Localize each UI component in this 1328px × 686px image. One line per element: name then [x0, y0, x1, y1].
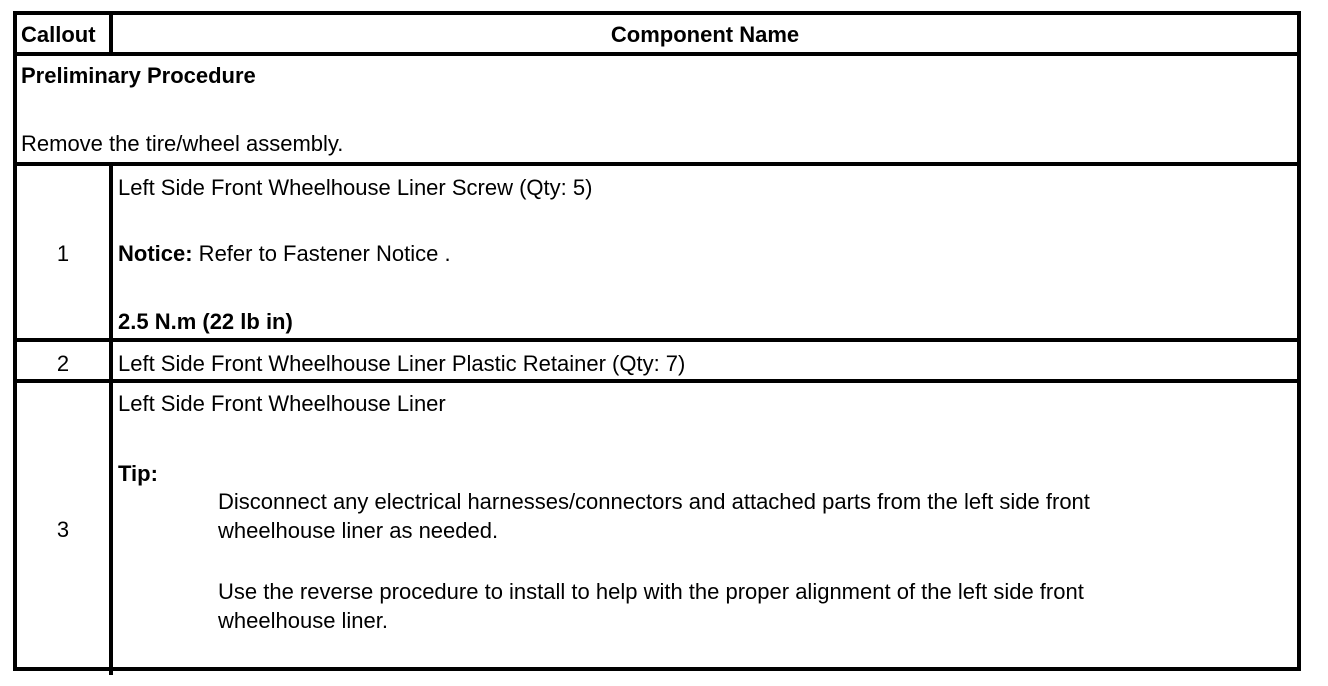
header-column-divider: [109, 15, 113, 53]
row-1-divider: [17, 338, 1297, 342]
column-divider: [109, 162, 113, 675]
row-3-tip-label: Tip:: [118, 461, 158, 486]
preliminary-text: Remove the tire/wheel assembly.: [21, 131, 344, 156]
row-2-callout: 2: [56, 351, 70, 376]
header-component-name: Component Name: [610, 22, 800, 47]
preliminary-title: Preliminary Procedure: [21, 63, 256, 88]
row-3-tip-1-line-1: Disconnect any electrical harnesses/connectors and attached parts from the left side front: [218, 489, 1090, 514]
row-1-torque: 2.5 N.m (22 lb in): [118, 309, 293, 334]
row-1-callout: 1: [56, 241, 70, 266]
row-3-tip-2-line-1: Use the reverse procedure to install to help with the proper alignment of the left side front: [218, 579, 1084, 604]
notice-text: Refer to Fastener Notice .: [192, 241, 451, 266]
preliminary-divider: [17, 162, 1297, 166]
row-3-tip-1-line-2: wheelhouse liner as needed.: [218, 518, 499, 543]
row-2-name: Left Side Front Wheelhouse Liner Plastic Retainer (Qty: 7): [118, 351, 686, 376]
row-3-name: Left Side Front Wheelhouse Liner: [118, 391, 446, 416]
components-table: [13, 11, 1301, 671]
row-1-notice: [118, 241, 451, 267]
notice-label: Notice:: [118, 241, 193, 266]
row-3-callout: 3: [56, 517, 70, 542]
row-3-tip-2-line-2: wheelhouse liner.: [218, 608, 389, 633]
row-1-name: Left Side Front Wheelhouse Liner Screw (Qty: 5): [118, 175, 593, 200]
row-2-divider: [17, 379, 1297, 383]
header-divider: [17, 52, 1297, 56]
header-callout: Callout: [21, 22, 96, 47]
